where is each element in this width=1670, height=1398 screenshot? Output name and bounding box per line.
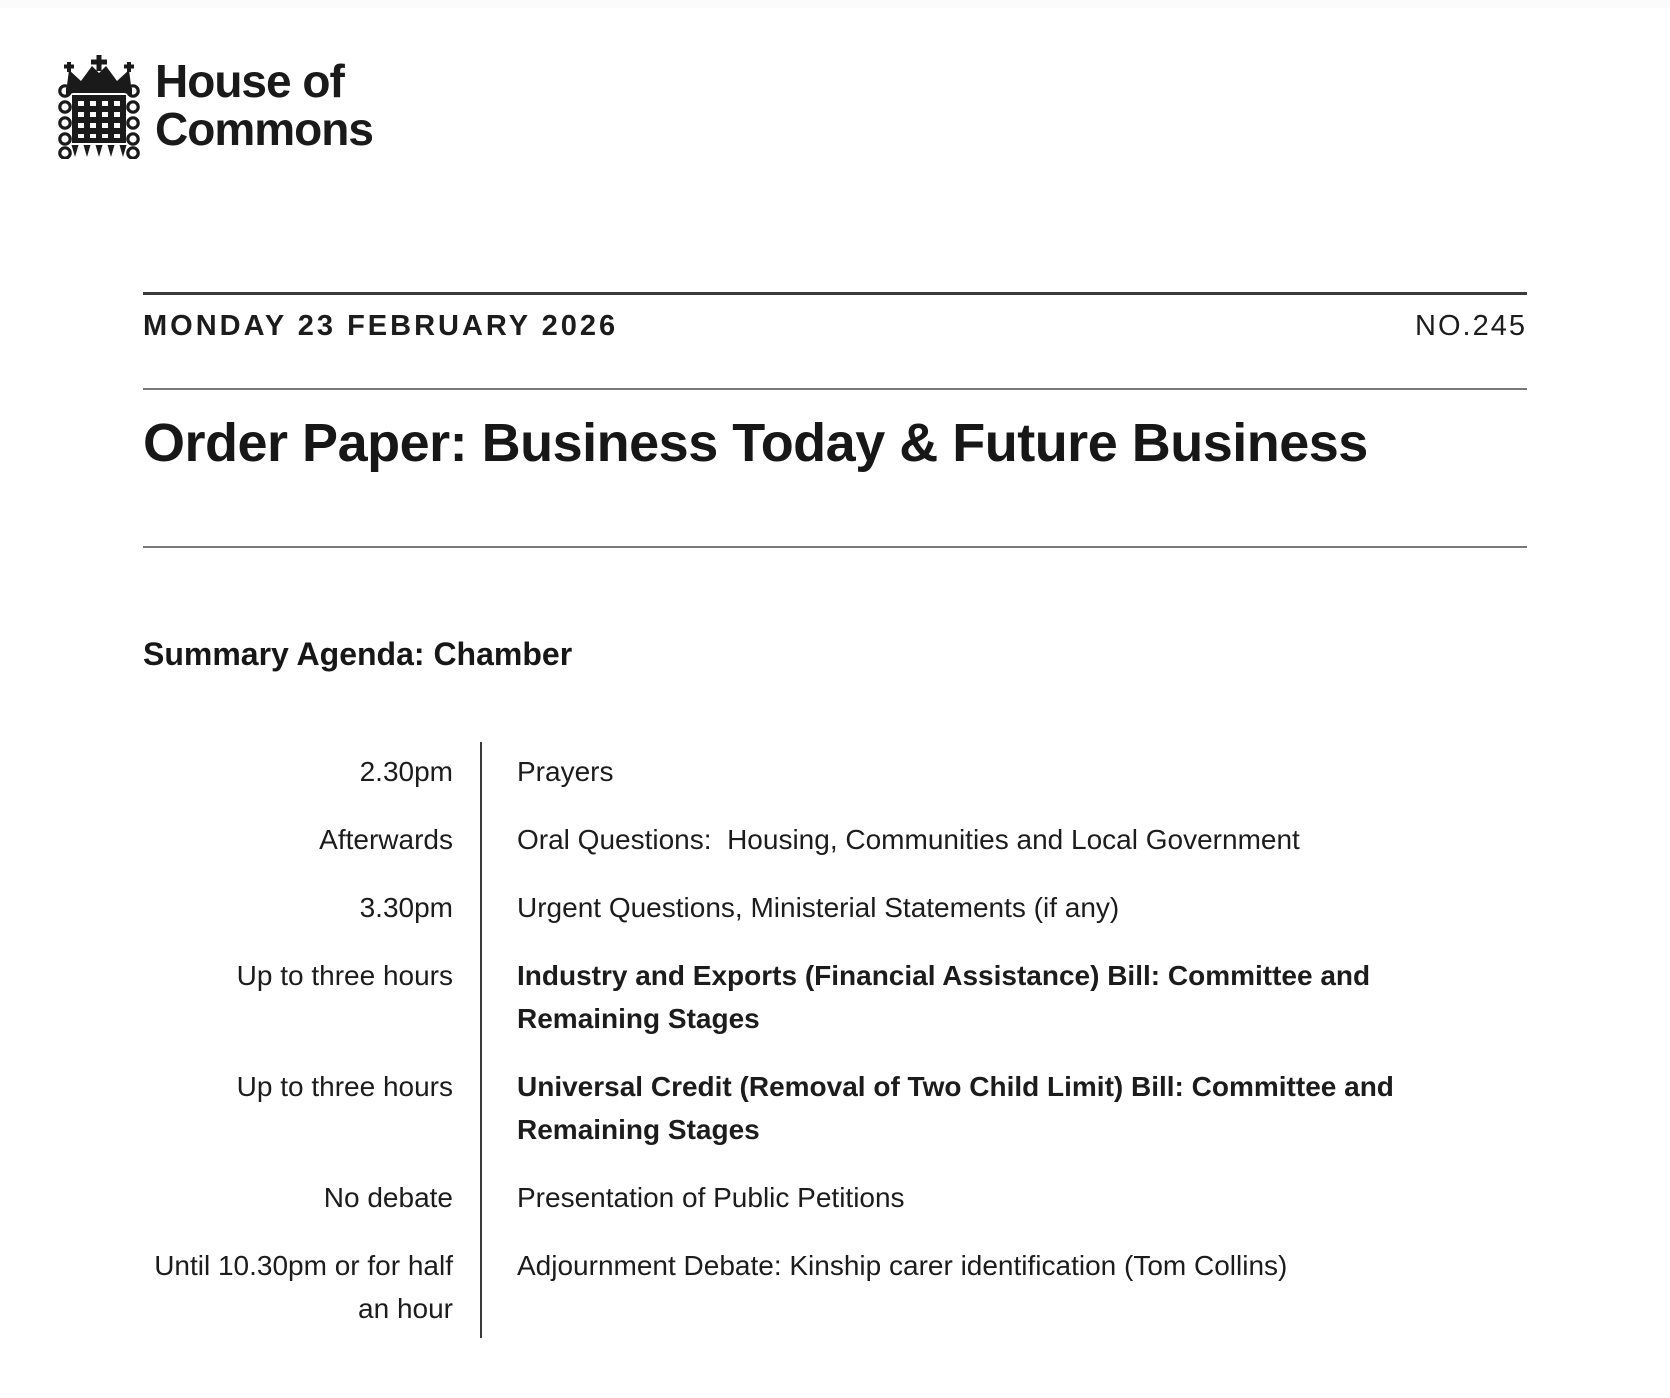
rule-above-date [143,292,1527,295]
org-name [155,57,373,153]
agenda-item: Oral Questions: Housing, Communities and Local Government [517,824,1300,855]
agenda-time: Up to three hours [236,1071,453,1102]
portcullis-crown-icon [58,55,140,159]
agenda-item: Industry and Exports (Financial Assistance) Bill: Committee and Remaining Stages [517,960,1378,1034]
agenda-item: Urgent Questions, Ministerial Statements (if any) [517,892,1120,923]
issue-number: NO.245 [1415,310,1527,342]
agenda-row [143,886,1527,929]
agenda-item: Adjournment Debate: Kinship carer identification (Tom Collins) [517,1250,1288,1281]
agenda-time: Afterwards [319,824,453,855]
agenda-item: Prayers [517,756,614,787]
agenda-item: Presentation of Public Petitions [517,1182,905,1213]
masthead [143,308,1527,344]
rule-below-title [143,546,1527,548]
agenda-item: Universal Credit (Removal of Two Child Limit) Bill: Committee and Remaining Stages [517,1071,1402,1145]
agenda-row [143,1244,1527,1330]
agenda-time: 3.30pm [359,892,453,923]
rule-below-date [143,388,1527,390]
agenda-row [143,954,1527,1040]
agenda-rows [143,742,1527,1338]
masthead-date: MONDAY 23 FEBRUARY 2026 [143,310,619,342]
agenda-row [143,1065,1527,1151]
agenda-time: Up to three hours [236,960,453,991]
org-name-line1: House of [155,55,344,107]
agenda-vertical-divider [480,742,482,1338]
org-name-line2: Commons [155,103,373,155]
header [0,0,1670,159]
agenda-row [143,750,1527,793]
agenda-table [143,742,1527,1338]
agenda-row [143,1176,1527,1219]
agenda-time: No debate [323,1182,453,1213]
top-edge-strip [0,0,1670,8]
agenda-row [143,818,1527,861]
section-heading: Summary Agenda: Chamber [143,636,573,672]
page-title: Order Paper: Business Today & Future Business [143,413,1368,473]
agenda-time: Until 10.30pm or for half an hour [154,1250,453,1324]
agenda-time: 2.30pm [359,756,453,787]
